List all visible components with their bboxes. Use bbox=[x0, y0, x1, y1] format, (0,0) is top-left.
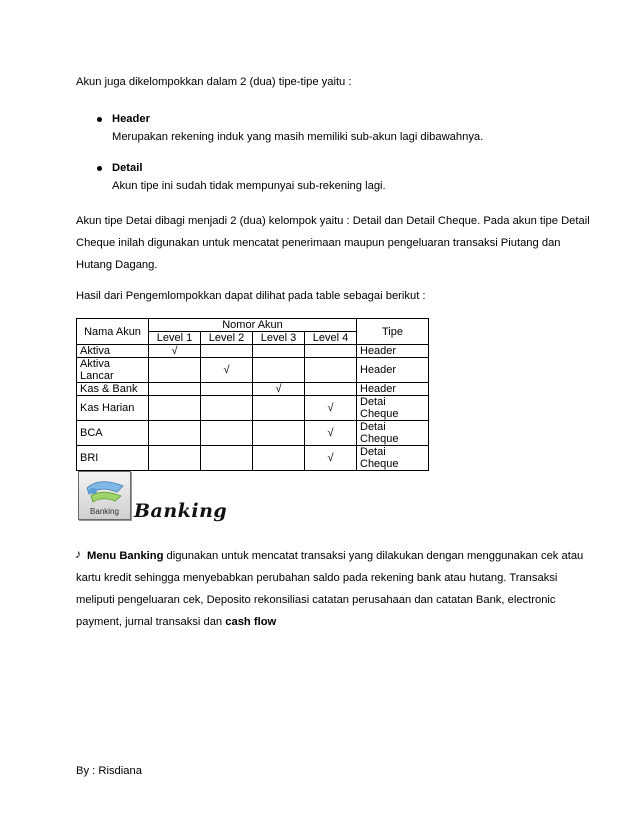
menu-banking-bold: Menu Banking bbox=[87, 550, 164, 562]
account-table bbox=[76, 318, 429, 471]
intro-text: Akun juga dikelompokkan dalam 2 (dua) tipe-tipe yaitu : bbox=[76, 76, 352, 88]
table-intro-text: Hasil dari Pengemlompokkan dapat dilihat pada table sebagai berikut : bbox=[76, 290, 426, 302]
header-level-4: Level 4 bbox=[305, 332, 357, 345]
level-1-cell bbox=[149, 383, 201, 396]
account-type-cell: Header bbox=[357, 345, 429, 358]
level-3-cell: √ bbox=[253, 383, 305, 396]
account-name-cell: Kas & Bank bbox=[77, 383, 149, 396]
account-type-cell: Header bbox=[357, 358, 429, 383]
header-tipe: Tipe bbox=[357, 319, 429, 345]
banking-logo-label: Banking bbox=[90, 507, 119, 516]
account-name-cell: Aktiva bbox=[77, 345, 149, 358]
account-name-cell: Kas Harian bbox=[77, 396, 149, 421]
level-1-cell bbox=[149, 446, 201, 471]
level-2-cell bbox=[201, 421, 253, 446]
menu-line-1-text: digunakan untuk mencatat transaksi yang dilakukan dengan menggunakan cek atau bbox=[163, 550, 584, 562]
detail-paragraph-line: Cheque inilah digunakan untuk mencatat penerimaan maupun pengeluaran transaksi Piutang dan bbox=[76, 237, 561, 249]
header-nomor-akun: Nomor Akun bbox=[149, 319, 357, 332]
header-level-1: Level 1 bbox=[149, 332, 201, 345]
level-1-cell bbox=[149, 396, 201, 421]
level-2-cell: √ bbox=[201, 358, 253, 383]
table-header-row bbox=[77, 319, 429, 332]
account-name-cell: BCA bbox=[77, 421, 149, 446]
music-note-icon: ♪ bbox=[75, 547, 81, 561]
table-row bbox=[77, 345, 429, 358]
menu-paragraph-line-4 bbox=[76, 615, 276, 629]
cash-flow-bold: cash flow bbox=[225, 616, 277, 628]
table-row bbox=[77, 396, 429, 421]
level-4-cell bbox=[305, 358, 357, 383]
level-1-cell: √ bbox=[149, 345, 201, 358]
level-1-cell bbox=[149, 358, 201, 383]
table-row bbox=[77, 383, 429, 396]
detail-paragraph-line: Hutang Dagang. bbox=[76, 259, 158, 271]
detail-paragraph-line: Akun tipe Detai dibagi menjadi 2 (dua) kelompok yaitu : Detail dan Detail Cheque. Pada akun tipe Detail bbox=[76, 215, 590, 227]
level-3-cell bbox=[253, 396, 305, 421]
level-3-cell bbox=[253, 446, 305, 471]
level-3-cell bbox=[253, 345, 305, 358]
menu-paragraph-line-1 bbox=[87, 549, 583, 563]
level-2-cell bbox=[201, 345, 253, 358]
banking-logo bbox=[78, 471, 131, 520]
menu-paragraph-line-3: meliputi pengeluaran cek, Deposito rekonsiliasi catatan perusahaan dan catatan Bank, electronic bbox=[76, 594, 556, 606]
bullet-desc-header: Merupakan rekening induk yang masih memiliki sub-akun lagi dibawahnya. bbox=[112, 131, 484, 143]
footer-author: By : Risdiana bbox=[76, 765, 142, 777]
bullet-desc-detail: Akun tipe ini sudah tidak mempunyai sub-rekening lagi. bbox=[112, 180, 386, 192]
account-name-cell: BRI bbox=[77, 446, 149, 471]
menu-paragraph-line-2: kartu kredit sehingga menyebabkan perubahan saldo pada rekening bank atau hutang. Transaksi bbox=[76, 572, 558, 584]
header-nama-akun: Nama Akun bbox=[77, 319, 149, 345]
banking-card-icon bbox=[79, 474, 130, 510]
header-level-2: Level 2 bbox=[201, 332, 253, 345]
table-row bbox=[77, 421, 429, 446]
banking-heading: Banking bbox=[134, 500, 228, 522]
account-name-cell: Aktiva Lancar bbox=[77, 358, 149, 383]
level-1-cell bbox=[149, 421, 201, 446]
level-3-cell bbox=[253, 421, 305, 446]
level-4-cell: √ bbox=[305, 421, 357, 446]
bullet-title-detail: Detail bbox=[112, 162, 143, 174]
header-level-3: Level 3 bbox=[253, 332, 305, 345]
level-2-cell bbox=[201, 383, 253, 396]
table-body bbox=[77, 345, 429, 471]
menu-line-4-text: payment, jurnal transaksi dan bbox=[76, 616, 226, 628]
account-type-cell: Detai Cheque bbox=[357, 396, 429, 421]
account-type-cell: Detai Cheque bbox=[357, 421, 429, 446]
level-4-cell: √ bbox=[305, 446, 357, 471]
table-row bbox=[77, 446, 429, 471]
account-type-cell: Header bbox=[357, 383, 429, 396]
bullet-dot bbox=[97, 117, 102, 122]
level-4-cell bbox=[305, 345, 357, 358]
level-4-cell: √ bbox=[305, 396, 357, 421]
table-row bbox=[77, 358, 429, 383]
bullet-title-header: Header bbox=[112, 113, 150, 125]
account-type-cell: Detai Cheque bbox=[357, 446, 429, 471]
level-3-cell bbox=[253, 358, 305, 383]
level-2-cell bbox=[201, 396, 253, 421]
bullet-dot bbox=[97, 166, 102, 171]
level-4-cell bbox=[305, 383, 357, 396]
level-2-cell bbox=[201, 446, 253, 471]
